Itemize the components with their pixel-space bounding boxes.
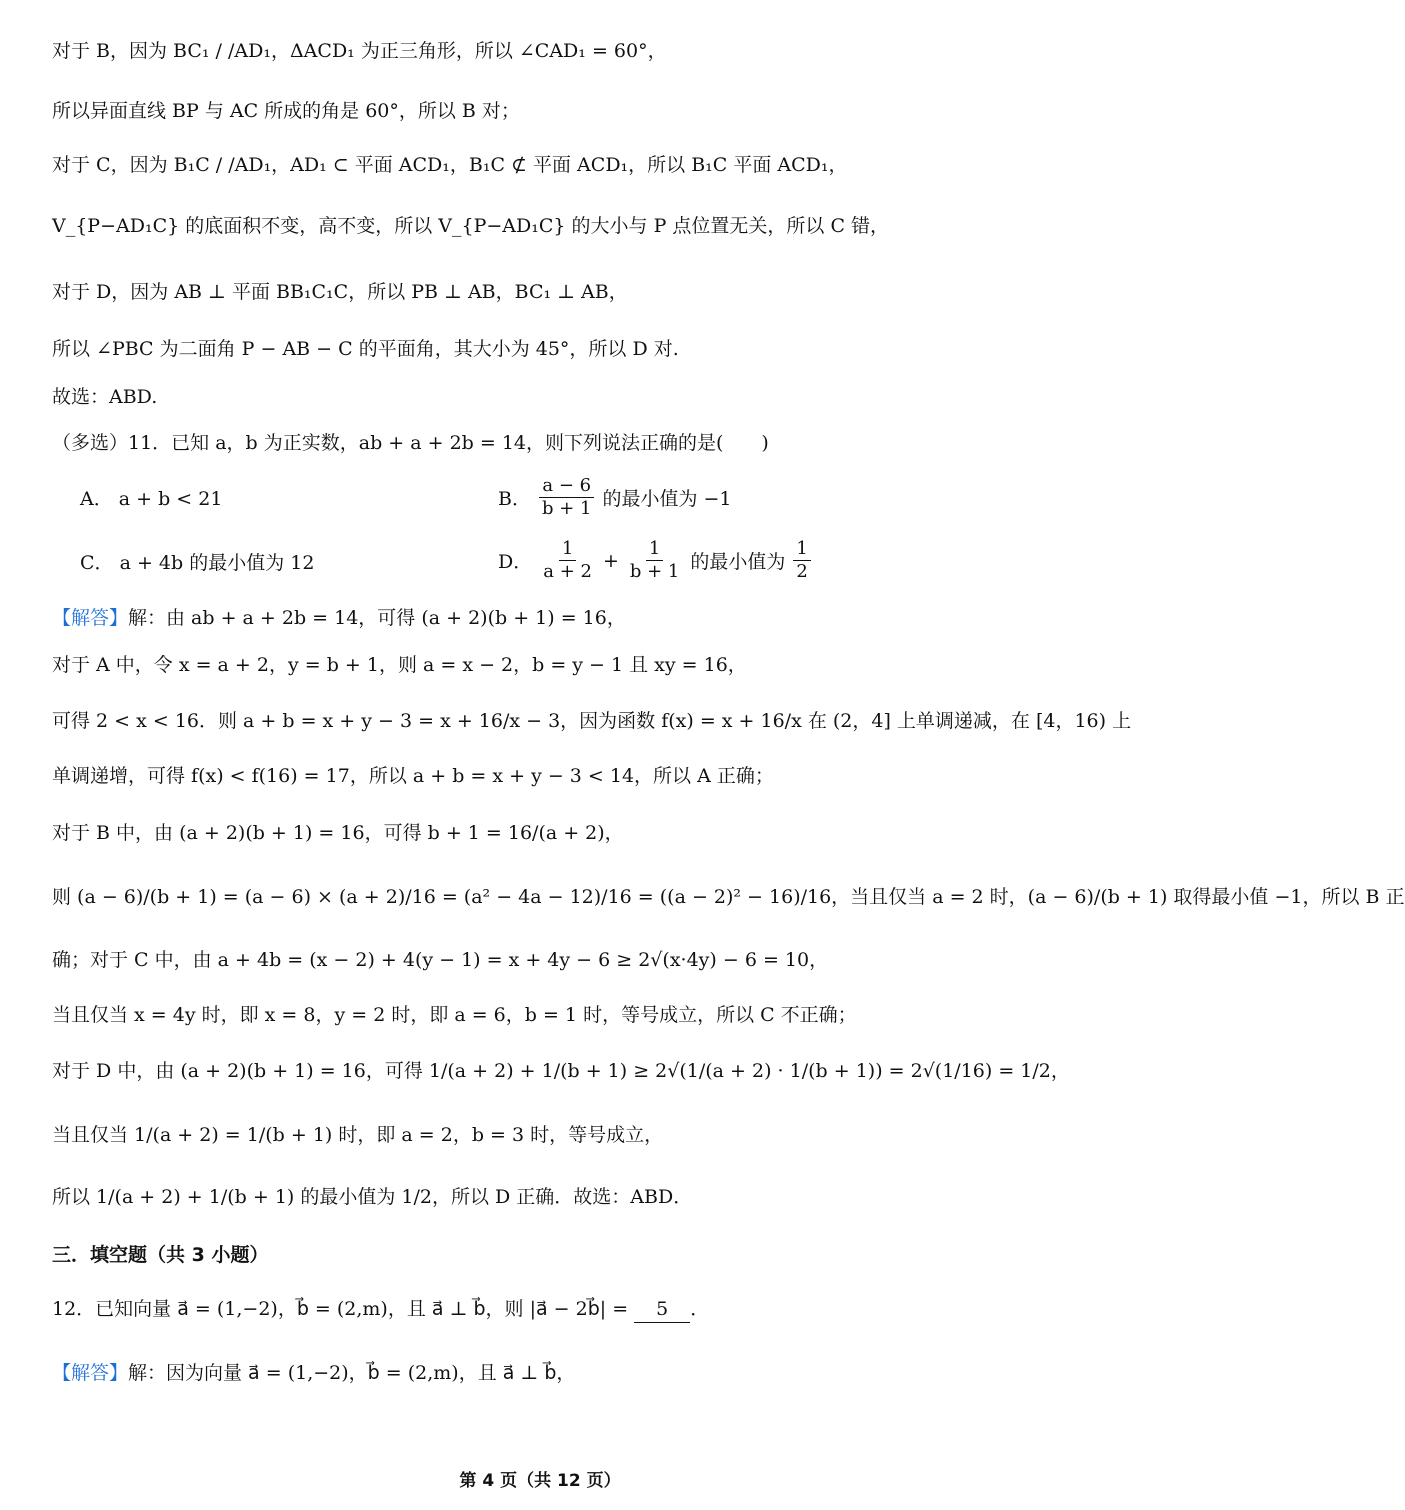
solution-line	[52, 1360, 1040, 1386]
option-b-text: 的最小值为 −1	[602, 488, 732, 510]
fraction	[539, 475, 595, 520]
question-12-stem	[52, 1296, 1040, 1323]
section-title: 三．填空题（共 3 小题）	[52, 1244, 269, 1266]
fraction-numerator: 1	[793, 538, 810, 561]
text-line: 对于 B 中，由 (a + 2)(b + 1) = 16，可得 b + 1 = 16/(a + 2)，	[52, 822, 624, 844]
fraction-numerator: 1	[646, 538, 663, 561]
solution-text: 解：因为向量 a⃗ = (1,−2)，b⃗ = (2,m)，且 a⃗ ⊥ b⃗，	[128, 1362, 576, 1384]
text-line: 所以 ∠PBC 为二面角 P − AB − C 的平面角，其大小为 45°，所以 D 对.	[52, 338, 679, 360]
text-line: V_{P−AD₁C} 的底面积不变，高不变，所以 V_{P−AD₁C} 的大小与 P 点位置无关，所以 C 错，	[52, 215, 890, 237]
fraction-denominator: b + 1	[541, 498, 592, 519]
text-line: 对于 D 中，由 (a + 2)(b + 1) = 16，可得 1/(a + 2) + 1/(b + 1) ≥ 2√(1/(a + 2) · 1/(b + 1)) = 2√(1/16) = 1/2，	[52, 1060, 1070, 1082]
solution-tag: 【解答】	[52, 1362, 129, 1384]
option-c: C． a + 4b 的最小值为 12	[80, 552, 315, 574]
option-a: A． a + b < 21	[80, 488, 223, 510]
text-line: 对于 B，因为 BC₁ / /AD₁，ΔACD₁ 为正三角形，所以 ∠CAD₁ = 60°，	[52, 40, 667, 62]
text-line: 故选：ABD.	[52, 386, 158, 408]
question-11-stem: （多选）11．已知 a，b 为正实数，ab + a + 2b = 14，则下列说法正确的是( )	[52, 432, 769, 454]
fraction-denominator: b + 1	[629, 561, 680, 582]
option-d-label: D．	[498, 551, 533, 573]
plus-sign: +	[602, 549, 619, 572]
text-line: 单调递增，可得 f(x) < f(16) = 17，所以 a + b = x + y − 3 < 14，所以 A 正确；	[52, 765, 774, 787]
text-line: 所以异面直线 BP 与 AC 所成的角是 60°，所以 B 对；	[52, 100, 520, 122]
option-b	[498, 475, 732, 520]
text-line: 确；对于 C 中，由 a + 4b = (x − 2) + 4(y − 1) = x + 4y − 6 ≥ 2√(x·4y) − 6 = 10，	[52, 949, 829, 971]
text-line: 对于 D，因为 AB ⊥ 平面 BB₁C₁C，所以 PB ⊥ AB，BC₁ ⊥ AB，	[52, 281, 628, 303]
text-line: 当且仅当 1/(a + 2) = 1/(b + 1) 时，即 a = 2，b = 3 时，等号成立，	[52, 1124, 664, 1146]
option-b-label: B．	[498, 488, 531, 510]
option-d-text: 的最小值为	[690, 551, 786, 573]
text-line: 则 (a − 6)/(b + 1) = (a − 6) × (a + 2)/16 = (a² − 4a − 12)/16 = ((a − 2)² − 16)/16，当且仅当 a = 2 时，(a − 6)/(b + 1) 取得最小值 −1，所以 B 正	[52, 886, 1405, 908]
text-line: 当且仅当 x = 4y 时，即 x = 8，y = 2 时，即 a = 6，b = 1 时，等号成立，所以 C 不正确；	[52, 1004, 857, 1026]
solution-tag: 【解答】	[52, 607, 129, 629]
solution-line	[52, 605, 1040, 631]
fraction-denominator: 2	[796, 561, 808, 582]
fraction	[627, 538, 683, 583]
text-line: 可得 2 < x < 16．则 a + b = x + y − 3 = x + 16/x − 3，因为函数 f(x) = x + 16/x 在 (2，4] 上单调递减，在 [4，16) 上	[52, 710, 1132, 732]
question-12-end: ．	[690, 1298, 710, 1320]
option-d	[498, 538, 811, 583]
answer-blank: 5	[634, 1296, 690, 1323]
fraction-numerator: 1	[559, 538, 576, 561]
solution-text: 解：由 ab + a + 2b = 14，可得 (a + 2)(b + 1) = 16，	[128, 607, 626, 629]
fraction	[540, 538, 595, 583]
text-line: 对于 C，因为 B₁C / /AD₁，AD₁ ⊂ 平面 ACD₁，B₁C ⊄ 平面 ACD₁，所以 B₁C 平面 ACD₁，	[52, 154, 848, 176]
page-footer: 第 4 页（共 12 页）	[459, 1471, 621, 1491]
text-line: 所以 1/(a + 2) + 1/(b + 1) 的最小值为 1/2，所以 D 正确．故选：ABD．	[52, 1186, 693, 1208]
fraction	[793, 538, 810, 583]
text-line: 对于 A 中，令 x = a + 2，y = b + 1，则 a = x − 2，b = y − 1 且 xy = 16，	[52, 654, 747, 676]
fraction-numerator: a − 6	[539, 475, 594, 498]
fraction-denominator: a + 2	[543, 561, 592, 582]
question-12-text: 12．已知向量 a⃗ = (1,−2)，b⃗ = (2,m)，且 a⃗ ⊥ b⃗，则 |a⃗ − 2b⃗| =	[52, 1298, 635, 1320]
